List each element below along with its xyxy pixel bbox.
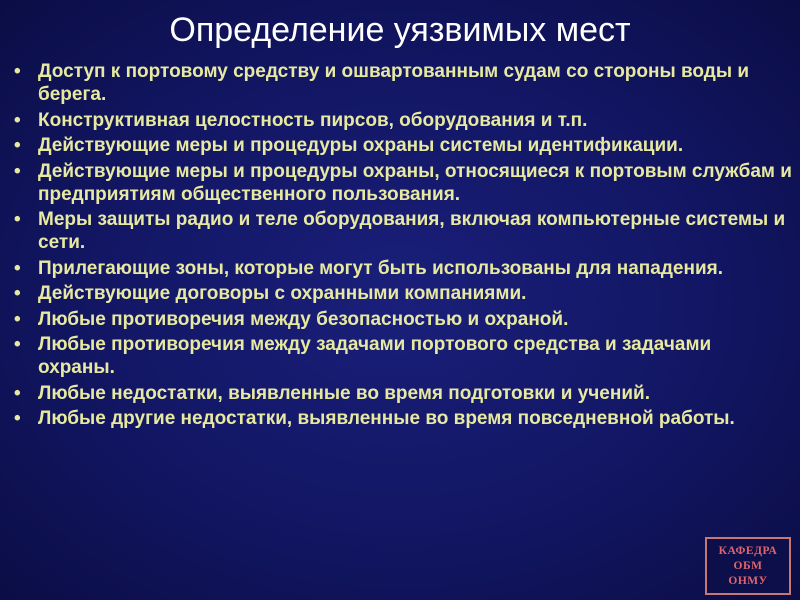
bullet-text: Конструктивная целостность пирсов, оборудования и т.п. [38, 109, 588, 131]
bullet-icon: • [14, 257, 21, 279]
bullet-text: Действующие меры и процедуры охраны системы идентификации. [38, 135, 684, 156]
bullet-item [12, 308, 792, 331]
bullet-icon: • [14, 135, 21, 156]
bullet-text: Действующие меры и процедуры охраны, относящиеся к портовым службам и предприятиям общественного пользования. [38, 160, 792, 205]
bullet-item [12, 208, 792, 254]
bullet-icon: • [14, 308, 21, 330]
badge-line: КАФЕДРА [718, 544, 778, 557]
bullet-item [12, 333, 792, 379]
bullet-icon: • [14, 109, 21, 131]
bullet-item [12, 407, 792, 430]
bullet-text: Любые недостатки, выявленные во время подготовки и учений. [38, 382, 650, 404]
bullet-text: Прилегающие зоны, которые могут быть использованы для нападения. [38, 257, 723, 279]
bullet-icon: • [14, 408, 21, 429]
bullet-item [12, 134, 792, 157]
bullet-icon: • [14, 61, 21, 82]
bullet-item [12, 382, 792, 405]
bullet-icon: • [14, 209, 21, 230]
bullet-text: Меры защиты радио и теле оборудования, включая компьютерные системы и сети. [38, 209, 786, 253]
bullet-text: Любые противоречия между задачами портового средства и задачами охраны. [38, 334, 712, 378]
bullet-icon: • [14, 160, 21, 182]
bullet-icon: • [14, 382, 21, 404]
bullet-item [12, 109, 792, 132]
bullet-text: Действующие договоры с охранными компаниями. [38, 283, 527, 304]
bullet-item [12, 60, 792, 106]
bullet-item [12, 282, 792, 305]
bullet-icon: • [14, 334, 21, 355]
bullet-text: Любые противоречия между безопасностью и охраной. [38, 308, 569, 330]
bullet-list [12, 60, 792, 433]
slide-title: Определение уязвимых мест [169, 11, 631, 49]
badge-line: ОНМУ [728, 574, 768, 587]
department-badge [705, 537, 791, 595]
bullet-item [12, 257, 792, 280]
bullet-item [12, 160, 792, 206]
bullet-icon: • [14, 283, 21, 304]
badge-line: ОБМ [733, 559, 763, 572]
bullet-text: Любые другие недостатки, выявленные во время повседневной работы. [38, 408, 735, 429]
bullet-text: Доступ к портовому средству и ошвартованным судам со стороны воды и берега. [38, 61, 750, 105]
